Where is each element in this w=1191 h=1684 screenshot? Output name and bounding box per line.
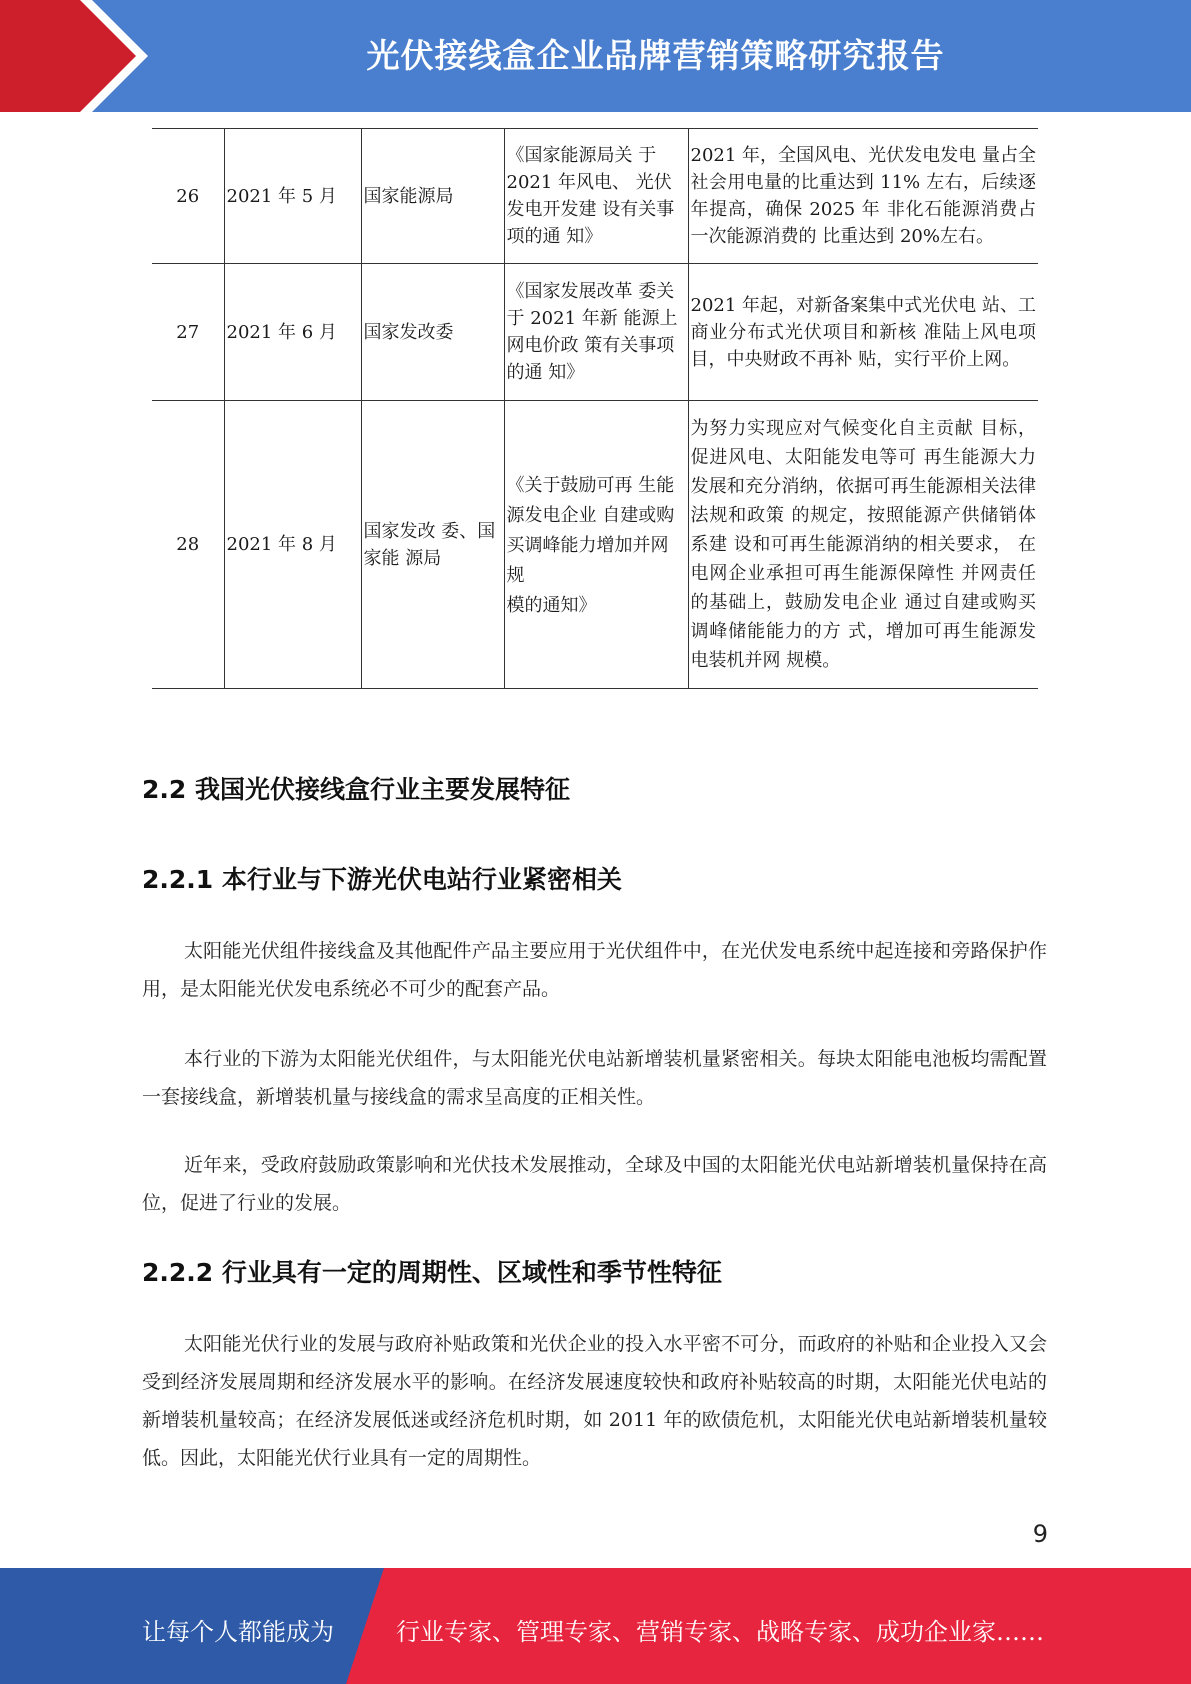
table-row [152, 129, 1038, 264]
paragraph: 近年来，受政府鼓励政策影响和光伏技术发展推动，全球及中国的太阳能光伏电站新增装机量保持在高位，促进了行业的发展。 [142, 1154, 1047, 1214]
page-header [0, 0, 1191, 112]
table-row [152, 401, 1038, 689]
row-description: 2021 年起，对新备案集中式光伏电 站、工商业分布式光伏项目和新核 准陆上风电项目，中央财政不再补 贴，实行平价上网。 [688, 264, 1038, 401]
row-organization: 国家能源局 [361, 129, 504, 264]
row-document [504, 401, 688, 689]
section-heading-2-2-2: 2.2.2 行业具有一定的周期性、区域性和季节性特征 [142, 1258, 722, 1287]
row-description: 为努力实现应对气候变化自主贡献 目标，促进风电、太阳能发电等可 再生能源大力发展和充分消纳，依据可再生能源相关法律法规和政策 的规定，按照能源产供储销体系建 设和可再生能源消纳的相关要求， 在电网企业承担可再生能源保障性 并网责任的基础上，鼓励发电企业 通过自建或购买调峰储能能力的方 式，增加可再生能源发电装机并网 规模。 [688, 401, 1038, 689]
row-date: 2021 年 6 月 [224, 264, 361, 401]
row-document-line: 《关于鼓励可再 生能源发电企业 自建或购买调峰能力增加并网规 [506, 474, 675, 586]
section-heading-2-2-1: 2.2.1 本行业与下游光伏电站行业紧密相关 [142, 865, 622, 894]
section-heading-2-2: 2.2 我国光伏接线盒行业主要发展特征 [142, 775, 570, 804]
page-number: 9 [1032, 1520, 1048, 1548]
row-description: 2021 年，全国风电、光伏发电发电 量占全社会用电量的比重达到 11% 左右，后续逐年提高，确保 2025 年 非化石能源消费占一次能源消费的 比重达到 20%左右。 [688, 129, 1038, 264]
row-date: 2021 年 8 月 [224, 401, 361, 689]
paragraph: 本行业的下游为太阳能光伏组件，与太阳能光伏电站新增装机量紧密相关。每块太阳能电池板均需配置一套接线盒，新增装机量与接线盒的需求呈高度的正相关性。 [142, 1048, 1047, 1108]
table-row [152, 264, 1038, 401]
footer-slogan-right: 行业专家、管理专家、营销专家、战略专家、成功企业家…… [396, 1618, 1044, 1646]
row-number: 27 [152, 264, 224, 401]
paragraph: 太阳能光伏组件接线盒及其他配件产品主要应用于光伏组件中，在光伏发电系统中起连接和旁路保护作用，是太阳能光伏发电系统必不可少的配套产品。 [142, 940, 1047, 1000]
page-footer [0, 1568, 1191, 1684]
row-number: 26 [152, 129, 224, 264]
row-number: 28 [152, 401, 224, 689]
row-organization: 国家发改 委、国家能 源局 [361, 401, 504, 689]
report-title: 光伏接线盒企业品牌营销策略研究报告 [366, 36, 945, 75]
row-document-line: 模的通知》 [506, 594, 597, 616]
paragraph: 太阳能光伏行业的发展与政府补贴政策和光伏企业的投入水平密不可分，而政府的补贴和企业投入又会受到经济发展周期和经济发展水平的影响。在经济发展速度较快和政府补贴较高的时期，太阳能光伏电站的新增装机量较高；在经济发展低迷或经济危机时期，如 2011 年的欧债危机，太阳能光伏电站新增装机量较低。因此，太阳能光伏行业具有一定的周期性。 [142, 1333, 1047, 1469]
row-document: 《国家能源局关 于 2021 年风电、 光伏发电开发建 设有关事项的通 知》 [504, 129, 688, 264]
policy-table [152, 128, 1038, 689]
row-date: 2021 年 5 月 [224, 129, 361, 264]
row-organization: 国家发改委 [361, 264, 504, 401]
footer-slogan-left: 让每个人都能成为 [142, 1618, 334, 1646]
row-document: 《国家发展改革 委关于 2021 年新 能源上网电价政 策有关事项的通 知》 [504, 264, 688, 401]
